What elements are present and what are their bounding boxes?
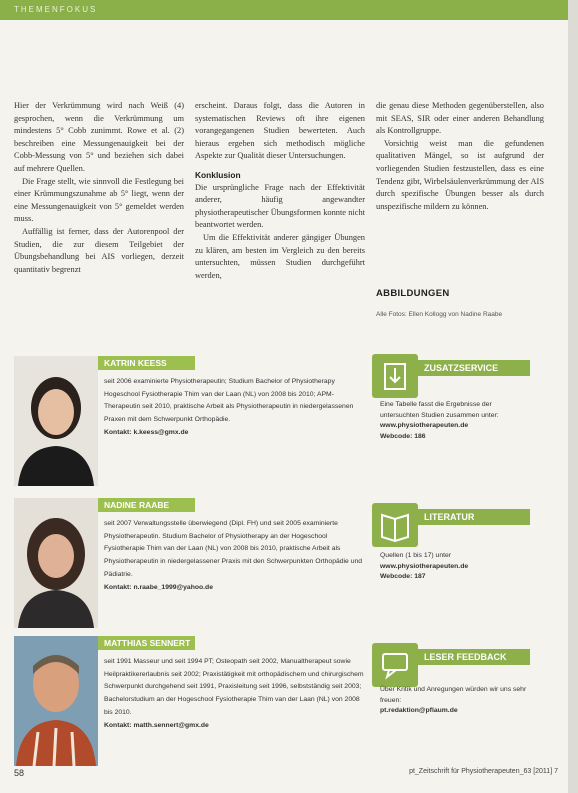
section-label: THEMENFOKUS [14,5,98,14]
sidebox-text [380,551,530,583]
paragraph: Die ursprüngliche Frage nach der Effektivität anderer, häufig angewandter physiotherapeutischer Übungsformen konnte nicht beantwortet werden. [195,182,365,230]
sidebox-text [380,685,530,717]
author-block-raabe [14,498,369,628]
sidebox-webcode: Webcode: 186 [380,432,426,440]
author-name: KATRIN KEESS [98,356,195,370]
sidebox-link[interactable]: www.physiotherapeuten.de [380,562,469,570]
sidebox-webcode: Webcode: 187 [380,573,426,580]
author-bio-text: seit 2007 Verwaltungsstelle überwiegend (Dipl. FH) und seit 2005 examinierte Physiotherapeutin. Studium Bachelor of Physiotherapy an der Hogeschool Fysiotherapie Thim van der Laan (NL) von 2008 bis 2010, praktische Arbeit als Physiotherapeutin in niedergelassener Praxis mit den Schwerpunkten Orthopädie und Pädiatrie. [104,520,363,578]
author-photo [14,498,98,628]
sidebox-zusatzservice [372,354,532,454]
paragraph: Hier der Verkrümmung wird nach Weiß (4) gesprochen, wenn die Verkrümmung um mindestens 5° Cobb zunimmt. Rowe et al. (2) beschreiben eine Messungenauigkeit bei der Cobb-Messung von 5° und beziehen sich dabei auf mehrere Quellen. [14,101,184,173]
author-name: NADINE RAABE [98,498,195,512]
author-name: MATTHIAS SENNERT [98,636,195,650]
page-number: 58 [14,768,25,778]
sidebox-leser-feedback [372,643,532,733]
journal-footer: pt_Zeitschrift für Physiotherapeuten_63 [2011] 7 [409,768,558,775]
sidebox-description: Eine Tabelle fasst die Ergebnisse der untersuchten Studien zusammen unter: [380,401,499,419]
author-bio [104,518,366,594]
author-bio [104,376,366,440]
page-edge [568,0,578,793]
sidebox-text [380,400,530,442]
author-bio [104,656,366,732]
figures-credit: Alle Fotos: Ellen Kollogg von Nadine Raabe [376,311,503,318]
feedback-icon [372,643,418,687]
paragraph: Die Frage stellt, wie sinnvoll die Festlegung bei einer Krümmungszunahme ab 5° liegt, wenn der eine Messungenauigkeit von 5° gemeldet werden muss. [14,176,184,224]
author-bio-text: seit 2006 examinierte Physiotherapeutin; Studium Bachelor of Physiotherapy Hogeschool Fysiotherapie Thim van der Laan (NL) von 2008 bis 2010; APM-Therapeutin seit 2010, praktische Arbeit als Physiotherapeutin in niedergelassenen Praxen mit dem Schwerpunkt Orthopädie. [104,378,354,424]
sidebox-title: LESER FEEDBACK [418,649,530,665]
download-icon [372,354,418,398]
paragraph: Um die Effektivität anderer gängiger Übungen zu klären, am besten im Vergleich zu den bereits untersuchten, müssen Studien durchgeführt werden, [195,232,365,280]
figures-heading: ABBILDUNGEN [376,288,450,299]
paragraph: Vorsichtig weist man die gefundenen qualitativen Mängel, so ist aufgrund der vorliegenden Studien festzustellen, dass es eine Tendenz gibt, Wirbelsäulenverkrümmung der AIS durch spezifische Übungen besser als durch unspezifische mildern zu können. [376,138,544,211]
author-contact[interactable]: Kontakt: n.raabe_1999@yahoo.de [104,583,213,591]
sidebox-description: Quellen (1 bis 17) unter [380,552,452,559]
article-column-1 [14,100,184,276]
author-photo [14,636,98,766]
sidebox-title: ZUSATZSERVICE [418,360,530,376]
sidebox-link[interactable]: www.physiotherapeuten.de [380,422,469,429]
paragraph: die genau diese Methoden gegenüberstellen, also mit SEAS, SIR oder einer anderen Behandlung als Kontrollgruppe. [376,101,544,136]
article-column-2 [195,100,365,282]
paragraph: erscheint. Daraus folgt, dass die Autoren in systematischen Reviews oft ihre eigenen vorangegangenen Studien bewerteten. Auch hieraus ergeben sich methodisch mögliche Aspekte zur Qualität dieser Untersuchungen. [195,101,365,161]
author-block-sennert [14,636,369,766]
sidebox-literatur [372,503,532,593]
article-column-3 [376,100,544,213]
sidebox-description: Über Kritik und Anregungen würden wir uns sehr freuen: [380,686,527,704]
book-icon [372,503,418,547]
author-block-keess [14,356,369,486]
author-photo [14,356,98,486]
author-contact[interactable]: Kontakt: k.keess@gmx.de [104,428,189,436]
sidebox-link[interactable]: pt.redaktion@pflaum.de [380,707,458,714]
section-header-bar [0,0,578,20]
paragraph: Auffällig ist ferner, dass der Autorenpool der Studien, die zur diesem Teilgebiet der Übungsbehandlung bei AIS vorliegen, derzeit quantitativ begrenzt [14,226,184,274]
author-contact[interactable]: Kontakt: matth.sennert@gmx.de [104,721,209,729]
sidebox-title: LITERATUR [418,509,530,525]
author-bio-text: seit 1991 Masseur und seit 1994 PT; Osteopath seit 2002, Manualtherapeut sowie Heilpraktikererlaubnis seit 2002; Praxistätigkeit mit orthopädischem und chirurgischem Schwerpunkt durchgehend seit 1991, Praxisleitung seit 1996, selbstständig seit 2003; Bachelorstudium an der Hogeschool Fysiotherapie Thim van der Laan (NL) von 2008 bis 2010. [104,658,364,716]
section-heading: Konklusion [195,169,241,180]
